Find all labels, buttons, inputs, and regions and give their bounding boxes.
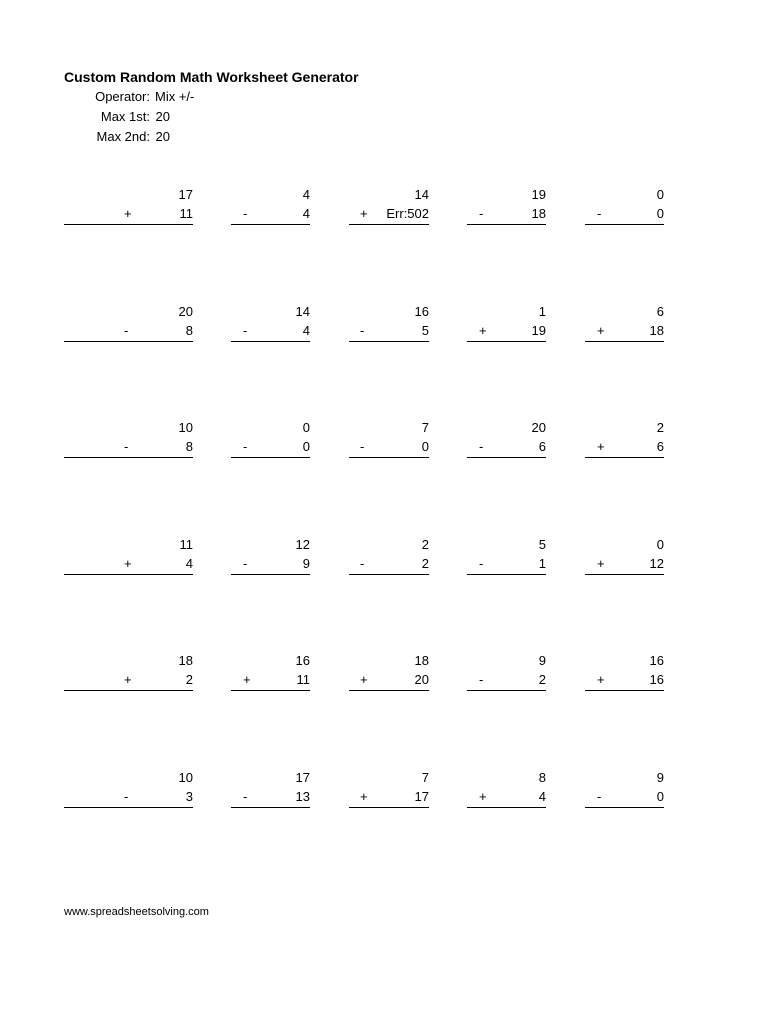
operator-sign: - xyxy=(597,789,602,804)
answer-line xyxy=(585,807,664,808)
operator-sign: + xyxy=(360,672,368,687)
operator-sign: + xyxy=(597,556,605,571)
operator-sign: + xyxy=(597,323,605,338)
second-operand: 6 xyxy=(656,439,664,454)
first-operand: 7 xyxy=(421,420,429,435)
math-problem xyxy=(467,537,546,577)
operator-sign: + xyxy=(124,556,132,571)
math-problem xyxy=(64,304,193,344)
setting-operator-label: Operator: xyxy=(95,89,150,104)
answer-line xyxy=(585,574,664,575)
operator-sign: + xyxy=(479,323,487,338)
math-problem xyxy=(467,770,546,810)
first-operand: 0 xyxy=(656,187,664,202)
second-operand: 4 xyxy=(538,789,546,804)
first-operand: 18 xyxy=(178,653,193,668)
first-operand: 10 xyxy=(178,420,193,435)
math-problem xyxy=(64,187,193,227)
second-operand: 19 xyxy=(531,323,546,338)
second-operand: 2 xyxy=(421,556,429,571)
first-operand: 20 xyxy=(531,420,546,435)
first-operand: 6 xyxy=(656,304,664,319)
operator-sign: - xyxy=(243,206,248,221)
math-problem xyxy=(231,537,310,577)
operator-sign: - xyxy=(243,323,248,338)
setting-operator xyxy=(64,89,224,109)
setting-max-second-label: Max 2nd: xyxy=(96,129,150,144)
math-problem xyxy=(349,304,429,344)
operator-sign: + xyxy=(360,206,368,221)
first-operand: 4 xyxy=(302,187,310,202)
first-operand: 16 xyxy=(295,653,310,668)
second-operand: 0 xyxy=(656,789,664,804)
operator-sign: - xyxy=(124,439,129,454)
math-problem xyxy=(231,653,310,693)
operator-sign: - xyxy=(360,556,365,571)
first-operand: 2 xyxy=(421,537,429,552)
first-operand: 14 xyxy=(295,304,310,319)
operator-sign: - xyxy=(360,323,365,338)
answer-line xyxy=(231,574,310,575)
first-operand: 16 xyxy=(649,653,664,668)
math-problem xyxy=(231,420,310,460)
first-operand: 5 xyxy=(538,537,546,552)
setting-max-first-label: Max 1st: xyxy=(100,109,150,124)
second-operand: 9 xyxy=(302,556,310,571)
second-operand: 2 xyxy=(185,672,193,687)
second-operand: 16 xyxy=(649,672,664,687)
first-operand: 18 xyxy=(414,653,429,668)
first-operand: 16 xyxy=(414,304,429,319)
first-operand: 12 xyxy=(295,537,310,552)
math-problem xyxy=(467,653,546,693)
operator-sign: + xyxy=(597,672,605,687)
answer-line xyxy=(64,574,193,575)
first-operand: 11 xyxy=(179,537,193,552)
second-operand: 20 xyxy=(414,672,429,687)
second-operand: 11 xyxy=(179,206,193,221)
setting-max-second xyxy=(64,129,224,149)
operator-sign: - xyxy=(360,439,365,454)
second-operand: 8 xyxy=(185,439,193,454)
answer-line xyxy=(349,690,429,691)
answer-line xyxy=(231,224,310,225)
worksheet-title: Custom Random Math Worksheet Generator xyxy=(64,69,359,85)
first-operand: 9 xyxy=(656,770,664,785)
first-operand: 17 xyxy=(295,770,310,785)
second-operand: 13 xyxy=(295,789,310,804)
math-problem xyxy=(349,653,429,693)
setting-max-first-value[interactable]: 20 xyxy=(155,109,170,124)
math-problem xyxy=(349,537,429,577)
settings-panel xyxy=(64,89,224,149)
first-operand: 10 xyxy=(178,770,193,785)
answer-line xyxy=(231,457,310,458)
answer-line xyxy=(349,574,429,575)
answer-line xyxy=(64,690,193,691)
answer-line xyxy=(349,224,429,225)
math-problem xyxy=(349,187,429,227)
first-operand: 20 xyxy=(178,304,193,319)
answer-line xyxy=(585,224,664,225)
second-operand: 0 xyxy=(302,439,310,454)
math-problem xyxy=(585,187,664,227)
answer-line xyxy=(64,341,193,342)
operator-sign: - xyxy=(243,439,248,454)
answer-line xyxy=(64,224,193,225)
first-operand: 14 xyxy=(414,187,429,202)
math-problem xyxy=(467,420,546,460)
second-operand: 5 xyxy=(421,323,429,338)
first-operand: 2 xyxy=(656,420,664,435)
second-operand: 8 xyxy=(185,323,193,338)
math-problem xyxy=(231,187,310,227)
second-operand: 17 xyxy=(414,789,429,804)
math-problem xyxy=(349,420,429,460)
first-operand: 0 xyxy=(656,537,664,552)
answer-line xyxy=(349,341,429,342)
setting-operator-value[interactable]: Mix +/- xyxy=(155,89,195,104)
operator-sign: - xyxy=(479,672,484,687)
math-problem xyxy=(585,420,664,460)
math-problem xyxy=(231,770,310,810)
math-problem xyxy=(231,304,310,344)
answer-line xyxy=(349,457,429,458)
second-operand: 0 xyxy=(656,206,664,221)
math-problem xyxy=(585,537,664,577)
first-operand: 19 xyxy=(531,187,546,202)
first-operand: 8 xyxy=(538,770,546,785)
first-operand: 17 xyxy=(178,187,193,202)
setting-max-second-value[interactable]: 20 xyxy=(155,129,170,144)
math-problem xyxy=(64,653,193,693)
second-operand: 18 xyxy=(649,323,664,338)
second-operand: 3 xyxy=(185,789,193,804)
operator-sign: - xyxy=(124,789,129,804)
operator-sign: + xyxy=(124,672,132,687)
setting-max-first xyxy=(64,109,224,129)
first-operand: 1 xyxy=(538,304,546,319)
first-operand: 0 xyxy=(302,420,310,435)
operator-sign: - xyxy=(479,206,484,221)
operator-sign: + xyxy=(243,672,251,687)
second-operand: Err:502 xyxy=(386,206,429,221)
math-problem xyxy=(64,537,193,577)
math-problem xyxy=(585,304,664,344)
math-problem xyxy=(585,770,664,810)
answer-line xyxy=(467,457,546,458)
second-operand: 0 xyxy=(421,439,429,454)
second-operand: 4 xyxy=(302,323,310,338)
answer-line xyxy=(585,690,664,691)
math-problem xyxy=(64,770,193,810)
answer-line xyxy=(231,807,310,808)
operator-sign: - xyxy=(243,789,248,804)
operator-sign: - xyxy=(597,206,602,221)
answer-line xyxy=(467,224,546,225)
math-problem xyxy=(585,653,664,693)
answer-line xyxy=(467,690,546,691)
second-operand: 2 xyxy=(538,672,546,687)
answer-line xyxy=(64,807,193,808)
operator-sign: - xyxy=(479,439,484,454)
answer-line xyxy=(231,341,310,342)
answer-line xyxy=(64,457,193,458)
first-operand: 9 xyxy=(538,653,546,668)
operator-sign: + xyxy=(360,789,368,804)
second-operand: 6 xyxy=(538,439,546,454)
operator-sign: + xyxy=(124,206,132,221)
second-operand: 18 xyxy=(531,206,546,221)
first-operand: 7 xyxy=(421,770,429,785)
math-problem xyxy=(467,187,546,227)
second-operand: 4 xyxy=(185,556,193,571)
math-problem xyxy=(64,420,193,460)
second-operand: 12 xyxy=(649,556,664,571)
second-operand: 11 xyxy=(296,672,310,687)
operator-sign: - xyxy=(124,323,129,338)
answer-line xyxy=(349,807,429,808)
math-problem xyxy=(349,770,429,810)
answer-line xyxy=(467,574,546,575)
math-problem xyxy=(467,304,546,344)
answer-line xyxy=(467,807,546,808)
operator-sign: + xyxy=(479,789,487,804)
answer-line xyxy=(585,341,664,342)
answer-line xyxy=(231,690,310,691)
operator-sign: + xyxy=(597,439,605,454)
second-operand: 1 xyxy=(538,556,546,571)
answer-line xyxy=(585,457,664,458)
second-operand: 4 xyxy=(302,206,310,221)
answer-line xyxy=(467,341,546,342)
operator-sign: - xyxy=(479,556,484,571)
footer-url[interactable]: www.spreadsheetsolving.com xyxy=(64,906,209,918)
operator-sign: - xyxy=(243,556,248,571)
